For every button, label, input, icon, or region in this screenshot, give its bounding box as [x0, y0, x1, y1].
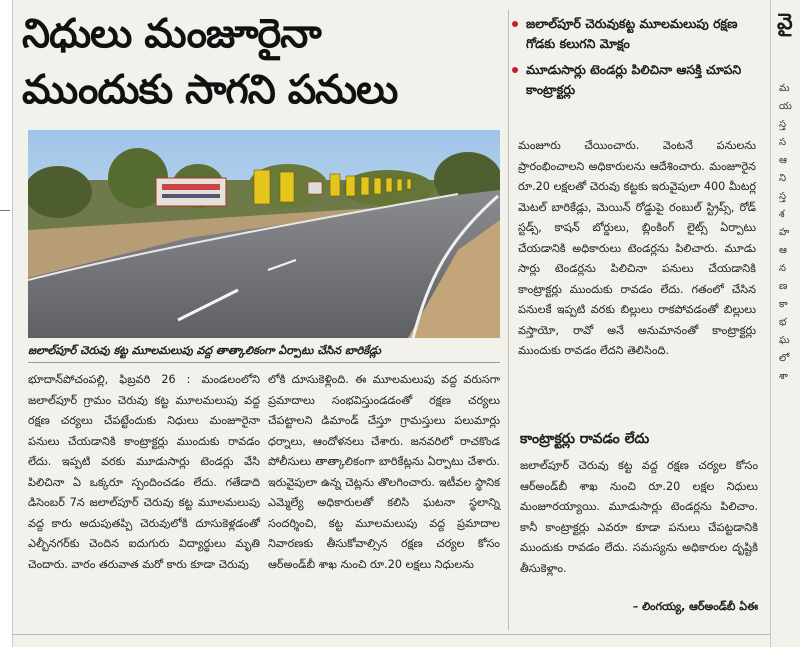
fragment-line: స — [779, 137, 787, 148]
highlight-item — [512, 60, 762, 100]
bullet-dot-icon — [512, 67, 518, 73]
fragment-line: స్త — [779, 191, 787, 202]
road-photo — [28, 130, 500, 338]
fragment-line: ఆ — [779, 245, 787, 256]
fragment-line: న — [779, 263, 787, 274]
fragment-lines — [771, 80, 800, 386]
left-margin — [0, 0, 13, 647]
fragment-line: భ — [779, 317, 787, 328]
headline-line-1: నిధులు మంజూరైనా — [22, 11, 321, 57]
column-divider — [508, 10, 509, 630]
article-column-2 — [268, 370, 500, 575]
fragment-line: శ — [779, 209, 785, 220]
fragment-title: వై — [777, 10, 793, 35]
fragment-line: య — [779, 101, 792, 112]
fragment-line: ఆ — [779, 155, 787, 166]
highlight-text: మూడుసార్లు టెండర్లు పిలిచినా ఆసక్తి చూపని కాంట్రాక్టర్లు — [526, 62, 742, 97]
highlight-text: జలాల్‌పూర్ చెరువుకట్ట మూలమలుపు రక్షణ గోడకు కలుగని మోక్షం — [526, 16, 738, 51]
article-column-1 — [28, 370, 260, 575]
highlight-item — [512, 14, 762, 54]
article-text: భూదాన్‌పోచంపల్లి, ఫిబ్రవరి 26 : మండలంలోని జలాల్‌పూర్ గ్రామం చెరువు కట్ట మూలమలుపు వద్ద రక్షణ చర్యలు చేపట్టేందుకు నిధులు మంజూరైనా పనులు చేయడానికి కాంట్రాక్టర్లు ముందుకు రావడం లేదు. ఇప్పటి వరకు మూడుసార్లు టెండర్లు వేసి పిలిచినా ఏ ఒక్కరూ స్పందించడం లేదు. గతేడాది డిసెంబర్ 7న జలాల్‌పూర్ చెరువు కట్ట మూలమలుపు వద్ద కారు అదుపుతప్పి చెరువులోకి దూసుకెళ్లడంతో ఎల్బీనగర్‌కు చెందిన ఐదుగురు విద్యార్థులు మృతి చెందారు. వారం తరువాత మరో కారు కూడా చెరువు — [28, 373, 260, 571]
headline-line-2: ముందుకు సాగని పనులు — [22, 67, 398, 113]
article-text: లోకి దూసుకెళ్లింది. ఈ మూలమలుపు వద్ద వరుసగా ప్రమాదాలు సంభవిస్తుండడంతో రక్షణ చర్యలు చేపట్టాలని డిమాండ్ చేస్తూ గ్రామస్తులు పలుమార్లు ధర్నాలు, ఆందోళనలు చేశారు. జనవరిలో రాచకొండ పోలీసులు తాత్కాలికంగా బారికేట్లను ఏర్పాటు చేశారు. ఇరువైపులా ఉన్న చెట్లను తొలగించారు. ఇటీవల స్థానిక ఎమ్మెల్యే అధికారులతో కలిసి ఘటనా స్థలాన్ని సందర్శించి, కట్ట మూలమలుపు వద్ద ప్రమాదాల నివారణకు తీసుకోవాల్సిన రక్షణ చర్యల కోసం ఆర్‌అండ్‌బీ శాఖ నుంచి రూ.20 లక్షలు నిధులను — [268, 373, 500, 571]
adjacent-article-fragment — [770, 0, 800, 647]
sub-heading: కాంట్రాక్టర్లు రావడం లేదు — [520, 431, 650, 447]
quote-text: జలాల్‌పూర్ చెరువు కట్ట వద్ద రక్షణ చర్యల కోసం ఆర్‌అండ్‌బీ శాఖ నుంచి రూ.20 లక్షల నిధులు మంజూరయ్యాయి. మూడుసార్లు టెండర్లను పిలిచాం. కానీ కాంట్రాక్టర్లు ఎవరూ కూడా పనులు చేపట్టడానికి ముందుకు రావడం లేదు. సమస్యను అధికారుల దృష్టికి తీసుకెళ్లాం. — [520, 459, 758, 575]
article-column-3 — [518, 136, 756, 362]
highlights — [512, 14, 762, 106]
quote-text-block — [520, 456, 758, 579]
fragment-line: ని — [779, 173, 787, 184]
byline: – లింగయ్య, ఆర్‌అండ్‌బీ ఏఈ — [632, 600, 758, 613]
fragment-line: మ — [779, 83, 790, 94]
bottom-rule — [12, 634, 770, 635]
fragment-line: కా — [779, 299, 788, 310]
photo-caption: జలాల్‌పూర్ చెరువు కట్ట మూలమలుపు వద్ద తాత్కాలికంగా ఏర్పాటు చేసిన బారికేడ్లు — [28, 340, 500, 363]
fragment-line: ణ — [779, 281, 788, 292]
fragment-line: శా — [779, 371, 788, 382]
headline — [22, 6, 504, 118]
fragment-line: స్త — [779, 119, 787, 130]
fragment-line: లో — [779, 353, 790, 364]
article-text: మంజూరు చేయించారు. వెంటనే పనులను ప్రారంభించాలని అధికారులను ఆదేశించారు. మంజూరైన రూ.20 లక్షలతో చెరువు కట్టకు ఇరువైపులా 400 మీటర్ల మెటల్ బారికేడ్లు, మెయిన్ రోడ్డుపై రంబుల్ స్ట్రిప్స్, రోడ్ స్టడ్స్, కాషన్ బోర్డులు, బ్లింకింగ్ లైట్స్ ఏర్పాటు చేయడానికి అధికారులు టెండర్లను పిలిచారు. మూడు సార్లు టెండర్లను పిలిచినా పనులు చేయడానికి కాంట్రాక్టర్లు ముందుకు రావడం లేదు. గతంలో చేసిన పనులకే ఇప్పటి వరకు బిల్లులు రాకపోవడంతో బిల్లులు వస్తాయో, రావో అనే అనుమానంతో కాంట్రాక్టర్లు ముందుకు రావడం లేదని తెలిసింది. — [518, 139, 756, 357]
fragment-line: హ — [779, 227, 790, 238]
fragment-line: ఘ — [779, 335, 790, 346]
bullet-dot-icon — [512, 21, 518, 27]
left-margin-mark — [0, 210, 10, 211]
